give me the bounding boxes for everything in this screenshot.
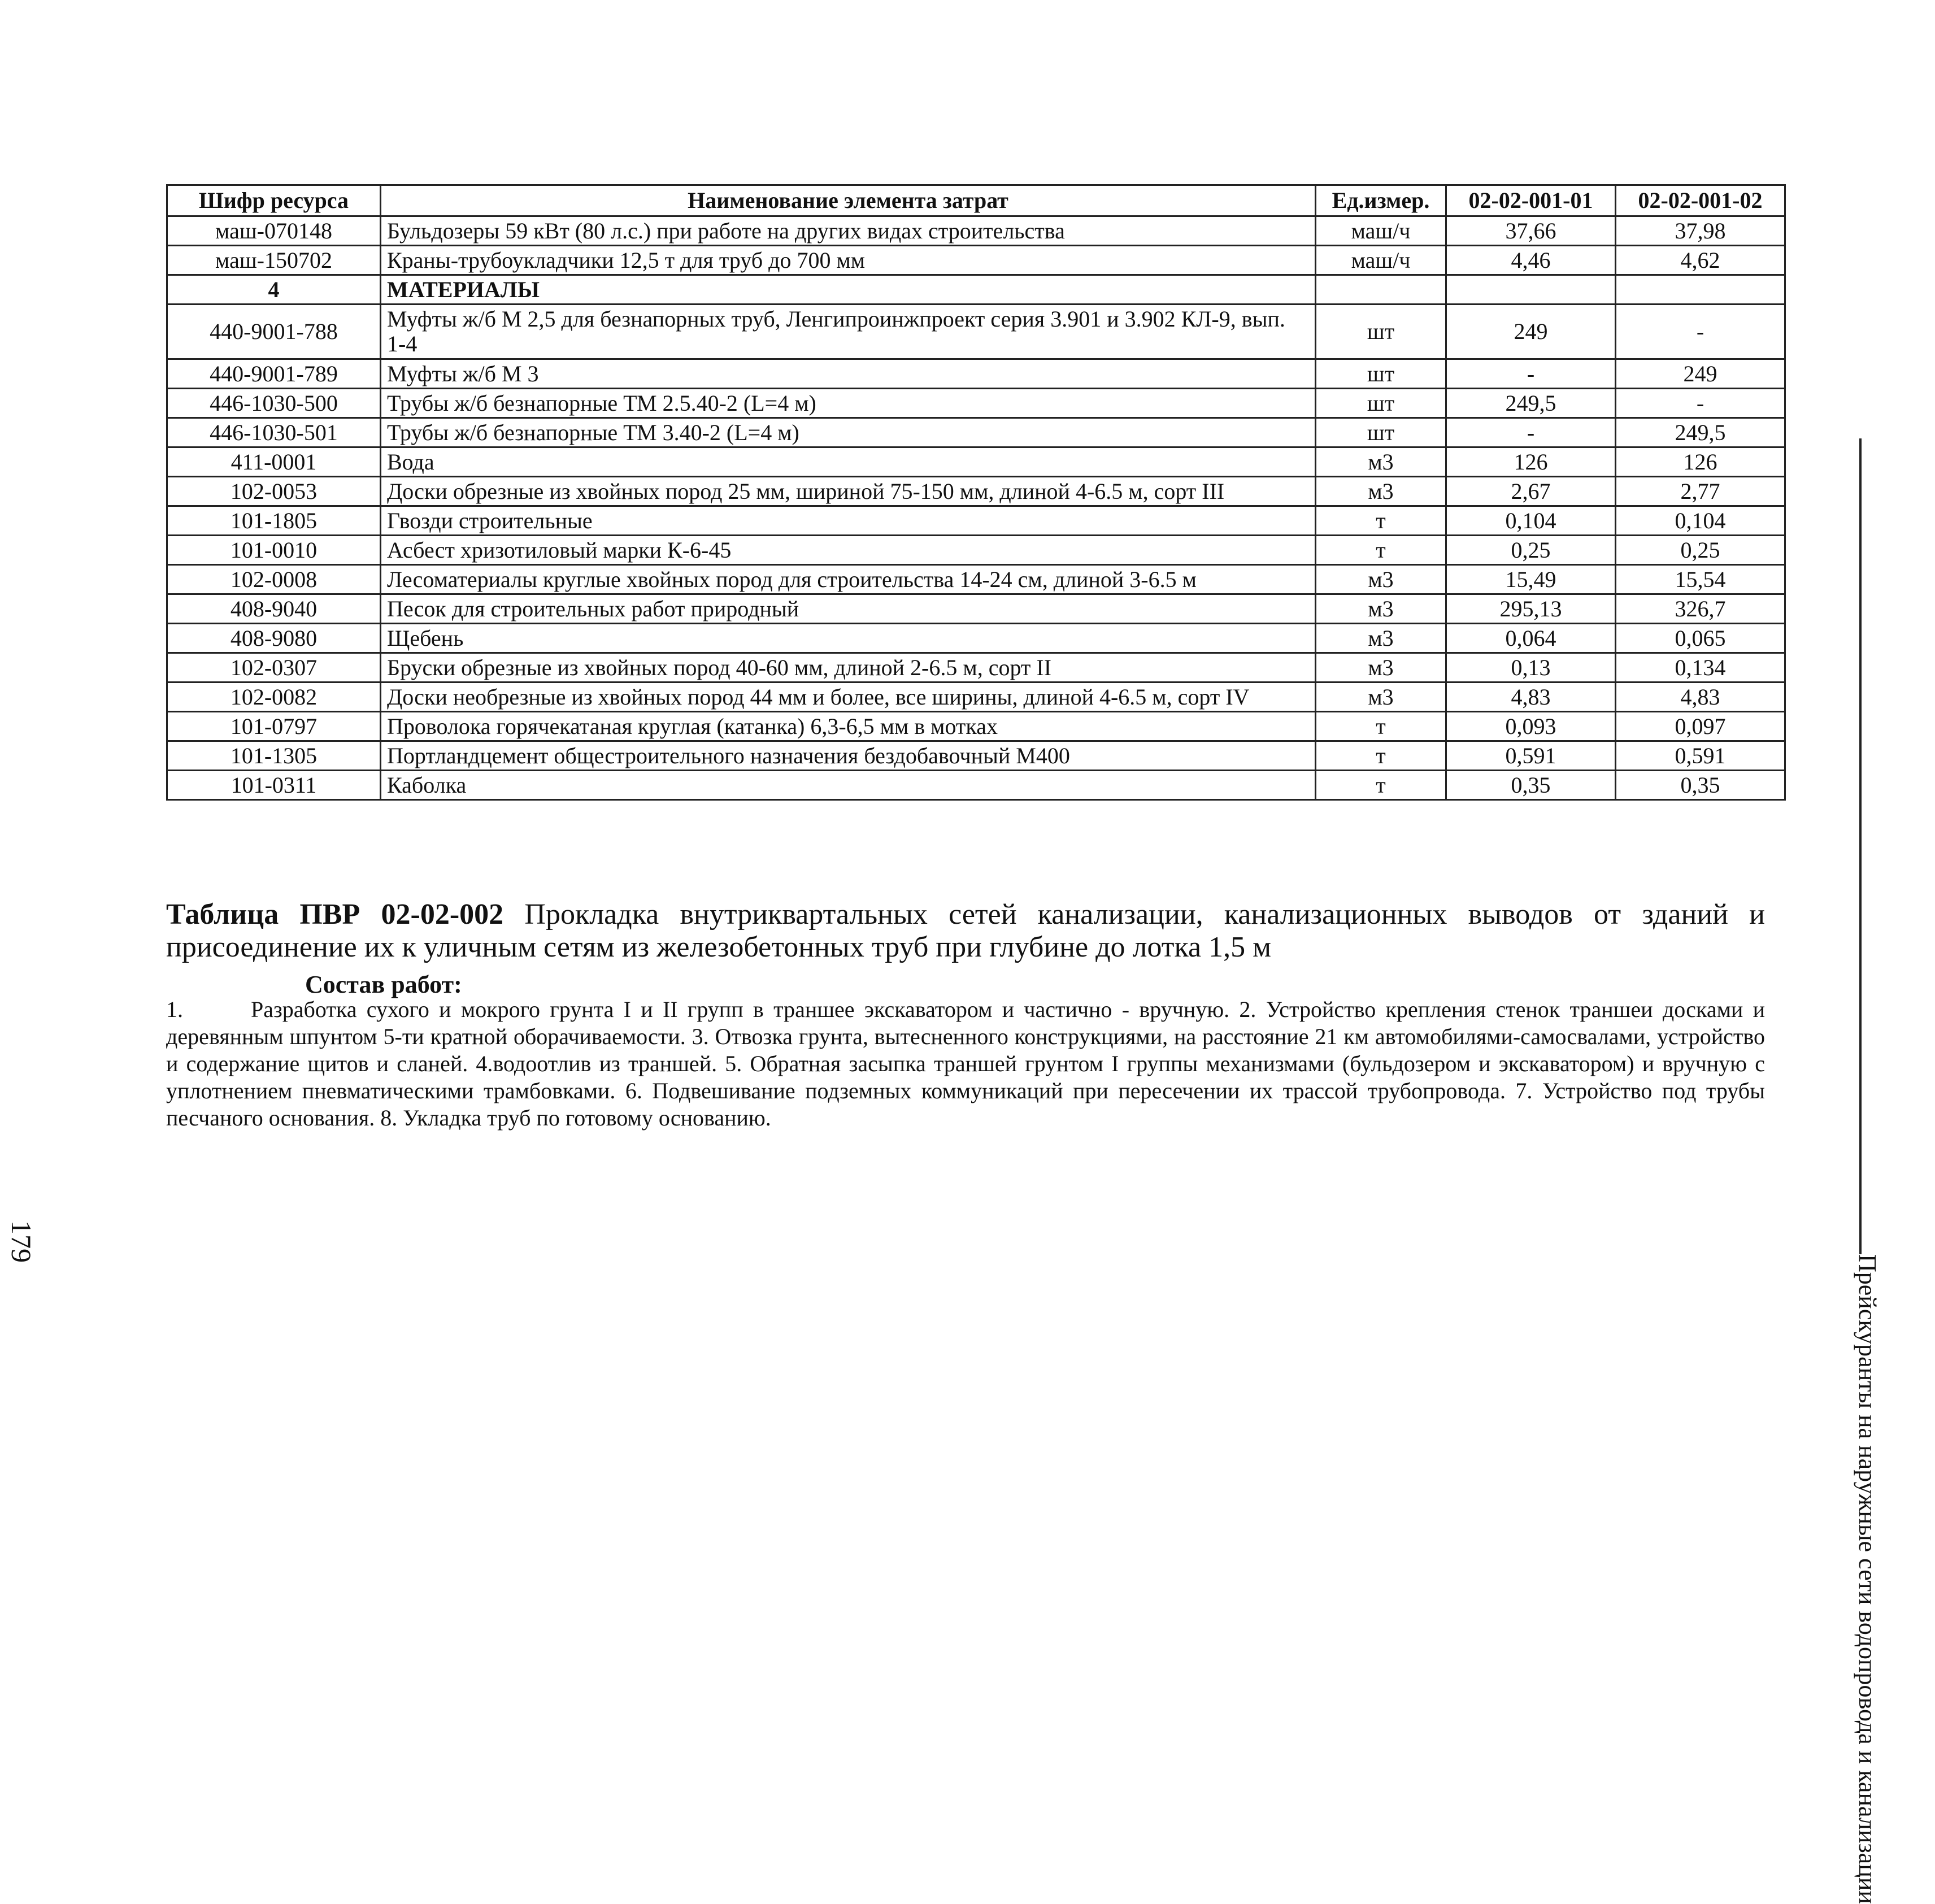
- row-value-02: 249,5: [1616, 418, 1785, 447]
- row-value-02: 0,35: [1616, 771, 1785, 800]
- row-unit: м3: [1316, 565, 1446, 594]
- row-value-02: 2,77: [1616, 477, 1785, 506]
- row-value-02: 0,097: [1616, 712, 1785, 741]
- row-value-01: 0,093: [1446, 712, 1616, 741]
- works-title: Состав работ:: [305, 971, 462, 998]
- row-unit: т: [1316, 771, 1446, 800]
- row-name: Доски обрезные из хвойных пород 25 мм, шириной 75-150 мм, длиной 4-6.5 м, сорт III: [381, 477, 1316, 506]
- table-row: [167, 712, 1785, 741]
- side-running-title: Прейскуранты на наружные сети водопровода и канализации: [1854, 1254, 1881, 1904]
- table-row: [167, 683, 1785, 712]
- row-unit: шт: [1316, 389, 1446, 418]
- row-value-02: 0,25: [1616, 536, 1785, 565]
- row-code: маш-150702: [167, 246, 381, 275]
- header-element-name: Наименование элемента затрат: [381, 185, 1316, 216]
- table-row: [167, 418, 1785, 447]
- row-name: Вода: [381, 447, 1316, 477]
- row-unit: т: [1316, 536, 1446, 565]
- table-caption: [166, 898, 1765, 964]
- cost-elements-table: [166, 184, 1786, 801]
- row-code: 102-0307: [167, 653, 381, 683]
- row-value-02: 37,98: [1616, 216, 1785, 246]
- row-value-01: 249: [1446, 305, 1616, 359]
- row-name: Лесоматериалы круглые хвойных пород для строительства 14-24 см, длиной 3-6.5 м: [381, 565, 1316, 594]
- row-name: Краны-трубоукладчики 12,5 т для труб до 700 мм: [381, 246, 1316, 275]
- row-value-01: 0,13: [1446, 653, 1616, 683]
- row-value-02: 4,83: [1616, 683, 1785, 712]
- row-code: 408-9040: [167, 594, 381, 624]
- row-code: 102-0008: [167, 565, 381, 594]
- row-value-02: 0,104: [1616, 506, 1785, 536]
- row-value-01: 249,5: [1446, 389, 1616, 418]
- row-name: Портландцемент общестроительного назначения бездобавочный М400: [381, 741, 1316, 771]
- row-value-01: 0,064: [1446, 624, 1616, 653]
- header-resource-code: Шифр ресурса: [167, 185, 381, 216]
- row-unit: м3: [1316, 624, 1446, 653]
- table-caption-label: Таблица ПВР 02-02-002: [166, 898, 504, 931]
- table-row: [167, 594, 1785, 624]
- row-value-02: 4,62: [1616, 246, 1785, 275]
- row-code: 101-0797: [167, 712, 381, 741]
- row-value-01: 295,13: [1446, 594, 1616, 624]
- row-value-02: 0,591: [1616, 741, 1785, 771]
- table-row: [167, 653, 1785, 683]
- table-header-row: [167, 185, 1785, 216]
- row-code: 446-1030-501: [167, 418, 381, 447]
- table-row: [167, 359, 1785, 389]
- table-row: [167, 771, 1785, 800]
- row-unit: шт: [1316, 305, 1446, 359]
- row-code: 101-0311: [167, 771, 381, 800]
- row-unit: т: [1316, 712, 1446, 741]
- row-value-02: -: [1616, 305, 1785, 359]
- row-code: 411-0001: [167, 447, 381, 477]
- row-code: 408-9080: [167, 624, 381, 653]
- row-name: Бульдозеры 59 кВт (80 л.с.) при работе на других видах строительства: [381, 216, 1316, 246]
- row-unit: м3: [1316, 477, 1446, 506]
- row-unit: т: [1316, 506, 1446, 536]
- row-value-01: 126: [1446, 447, 1616, 477]
- row-name: Каболка: [381, 771, 1316, 800]
- row-value-02: 326,7: [1616, 594, 1785, 624]
- row-value-02: 126: [1616, 447, 1785, 477]
- row-name: Бруски обрезные из хвойных пород 40-60 мм, длиной 2-6.5 м, сорт II: [381, 653, 1316, 683]
- table-row: [167, 447, 1785, 477]
- row-unit: шт: [1316, 359, 1446, 389]
- header-rate-02: 02-02-001-02: [1616, 185, 1785, 216]
- row-value-01: 37,66: [1446, 216, 1616, 246]
- row-code: 101-1805: [167, 506, 381, 536]
- row-unit: шт: [1316, 418, 1446, 447]
- row-code: 101-0010: [167, 536, 381, 565]
- row-name: Щебень: [381, 624, 1316, 653]
- row-value-01: -: [1446, 418, 1616, 447]
- row-unit: м3: [1316, 594, 1446, 624]
- row-value-02: [1616, 275, 1785, 305]
- row-unit: м3: [1316, 683, 1446, 712]
- row-unit: м3: [1316, 447, 1446, 477]
- row-value-02: 249: [1616, 359, 1785, 389]
- row-value-02: 15,54: [1616, 565, 1785, 594]
- row-name: Песок для строительных работ природный: [381, 594, 1316, 624]
- table-row: [167, 741, 1785, 771]
- row-value-02: -: [1616, 389, 1785, 418]
- side-divider: [1859, 438, 1862, 1254]
- row-value-01: 2,67: [1446, 477, 1616, 506]
- row-value-01: 0,25: [1446, 536, 1616, 565]
- table-row: [167, 246, 1785, 275]
- row-unit: маш/ч: [1316, 246, 1446, 275]
- table-row: [167, 624, 1785, 653]
- row-code: 440-9001-788: [167, 305, 381, 359]
- table-section-row: [167, 275, 1785, 305]
- header-unit: Ед.измер.: [1316, 185, 1446, 216]
- row-name: Асбест хризотиловый марки К-6-45: [381, 536, 1316, 565]
- row-name: Проволока горячекатаная круглая (катанка) 6,3-6,5 мм в мотках: [381, 712, 1316, 741]
- row-unit: маш/ч: [1316, 216, 1446, 246]
- table-row: [167, 389, 1785, 418]
- row-name: Доски необрезные из хвойных пород 44 мм и более, все ширины, длиной 4-6.5 м, сорт IV: [381, 683, 1316, 712]
- row-unit: м3: [1316, 653, 1446, 683]
- table-row: [167, 565, 1785, 594]
- row-code: 101-1305: [167, 741, 381, 771]
- row-code: 440-9001-789: [167, 359, 381, 389]
- works-item-number: 1.: [166, 997, 183, 1022]
- section-title: МАТЕРИАЛЫ: [381, 275, 1316, 305]
- row-code: 102-0082: [167, 683, 381, 712]
- row-unit: [1316, 275, 1446, 305]
- row-value-01: 0,591: [1446, 741, 1616, 771]
- row-code: 102-0053: [167, 477, 381, 506]
- row-value-02: 0,065: [1616, 624, 1785, 653]
- row-unit: т: [1316, 741, 1446, 771]
- row-value-01: 0,104: [1446, 506, 1616, 536]
- table-row: [167, 216, 1785, 246]
- row-value-01: 15,49: [1446, 565, 1616, 594]
- row-name: Муфты ж/б М 2,5 для безнапорных труб, Ленгипроинжпроект серия 3.901 и 3.902 КЛ-9, вып. 1-4: [381, 305, 1316, 359]
- table-row: [167, 305, 1785, 359]
- row-value-01: -: [1446, 359, 1616, 389]
- row-name: Трубы ж/б безнапорные ТМ 3.40-2 (L=4 м): [381, 418, 1316, 447]
- table-row: [167, 506, 1785, 536]
- works-text: Разработка сухого и мокрого грунта I и II групп в траншее экскаватором и частично - вручную. 2. Устройство крепления стенок траншеи досками и деревянным шпунтом 5-ти кратной оборачиваемости. 3. Отвозка грунта, вытесненного конструкциями, на расстояние 21 км автомобилями-самосвалами, устройство и содержание щитов и сланей. 4.водоотлив из траншей. 5. Обратная засыпка траншей грунтом I группы механизмами (бульдозером и экскаватором) и вручную с уплотнением пневматическими трамбовками. 6. Подвешивание подземных коммуникаций при пересечении их трассой трубопровода. 7. Устройство под трубы песчаного основания. 8. Укладка труб по готовому основанию.: [166, 997, 1765, 1131]
- row-value-01: [1446, 275, 1616, 305]
- row-value-01: 4,83: [1446, 683, 1616, 712]
- works-description: [166, 996, 1765, 1132]
- row-name: Муфты ж/б М 3: [381, 359, 1316, 389]
- table-row: [167, 477, 1785, 506]
- table-caption-text: Прокладка внутриквартальных сетей канализации, канализационных выводов от зданий и присоединение их к уличным сетям из железобетонных труб при глубине до лотка 1,5 м: [166, 898, 1765, 963]
- row-value-02: 0,134: [1616, 653, 1785, 683]
- row-code: маш-070148: [167, 216, 381, 246]
- table-row: [167, 536, 1785, 565]
- row-value-01: 4,46: [1446, 246, 1616, 275]
- row-code: 446-1030-500: [167, 389, 381, 418]
- row-name: Трубы ж/б безнапорные ТМ 2.5.40-2 (L=4 м): [381, 389, 1316, 418]
- row-value-01: 0,35: [1446, 771, 1616, 800]
- row-name: Гвозди строительные: [381, 506, 1316, 536]
- section-number: 4: [167, 275, 381, 305]
- header-rate-01: 02-02-001-01: [1446, 185, 1616, 216]
- page-number: 179: [6, 1220, 37, 1263]
